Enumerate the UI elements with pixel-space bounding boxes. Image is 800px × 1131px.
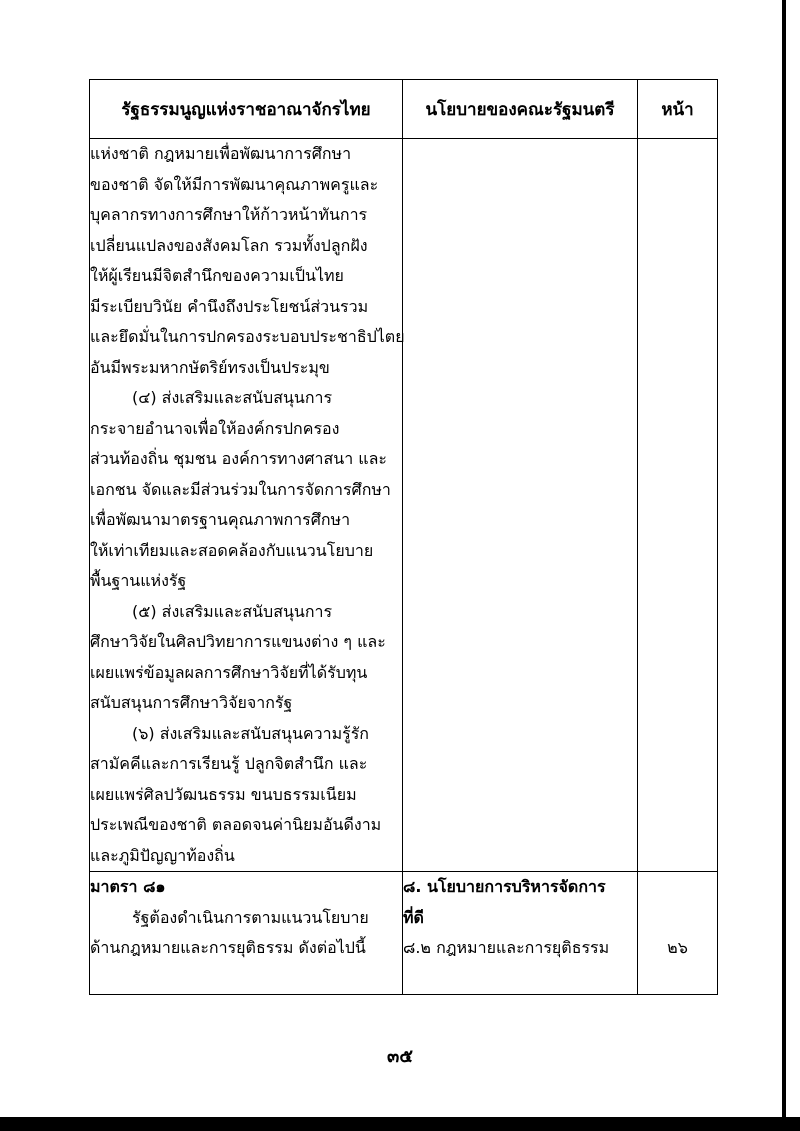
cabinet-policy-cell — [403, 872, 638, 995]
header-cabinet-policy: นโยบายของคณะรัฐมนตรี — [403, 80, 638, 139]
text-line: ประเพณีของชาติ ตลอดจนค่านิยมอันดีงาม — [90, 815, 382, 834]
text-line: ของชาติ จัดให้มีการพัฒนาคุณภาพครูและ — [90, 174, 379, 194]
section-81-heading: มาตรา ๘๑ — [90, 877, 166, 896]
scan-border-right — [782, 0, 786, 1131]
policy-8-heading: ๘. นโยบายการบริหารจัดการ — [403, 877, 606, 896]
text-line: เผยแพร่ศิลปวัฒนธรรม ขนบธรรมเนียม — [90, 784, 357, 804]
page-number: ๓๕ — [387, 1046, 413, 1067]
text-line: สามัคคีและการเรียนรู้ ปลูกจิตสำนึก และ — [90, 754, 368, 773]
text-line: ด้านกฎหมายและการยุติธรรม ดังต่อไปนี้ — [90, 938, 366, 957]
text-line: เผยแพร่ข้อมูลผลการศึกษาวิจัยที่ได้รับทุน — [90, 662, 368, 682]
text-line: ให้เท่าเทียมและสอดคล้องกับแนวนโยบาย — [90, 540, 374, 560]
table-row — [90, 139, 718, 872]
text-line: รัฐต้องดำเนินการตามแนวนโยบาย — [132, 907, 369, 927]
page-ref-cell-empty — [638, 139, 718, 872]
text-line: กระจายอำนาจเพื่อให้องค์กรปกครอง — [90, 418, 340, 438]
text-line: ศึกษาวิจัยในศิลปวิทยาการแขนงต่าง ๆ และ — [90, 632, 386, 651]
scan-border-bottom — [0, 1117, 800, 1131]
text-line: เปลี่ยนแปลงของสังคมโลก รวมทั้งปลูกฝัง — [90, 235, 368, 255]
text-line: เพื่อพัฒนามาตรฐานคุณภาพการศึกษา — [90, 510, 351, 529]
text-line: พื้นฐานแห่งรัฐ — [90, 571, 187, 590]
text-line: ให้ผู้เรียนมีจิตสำนึกของความเป็นไทย — [90, 266, 344, 285]
table-row — [90, 872, 718, 995]
clause-6-heading: (๖) ส่งเสริมและสนับสนุนความรู้รัก — [132, 723, 369, 743]
page-ref-value: ๒๖ — [667, 938, 688, 957]
header-constitution: รัฐธรรมนูญแห่งราชอาณาจักรไทย — [90, 80, 403, 139]
constitution-text-cell — [90, 872, 403, 995]
text-line: และยึดมั่นในการปกครองระบอบประชาธิปไตย — [90, 327, 405, 346]
text-line: เอกชน จัดและมีส่วนร่วมในการจัดการศึกษา — [90, 479, 391, 499]
cabinet-policy-cell-empty — [403, 139, 638, 872]
text-line: สนับสนุนการศึกษาวิจัยจากรัฐ — [90, 693, 293, 712]
text-line: แห่งชาติ กฎหมายเพื่อพัฒนาการศึกษา — [90, 144, 352, 163]
policy-8-2-item: ๘.๒ กฎหมายและการยุติธรรม — [403, 938, 610, 957]
text-line: บุคลากรทางการศึกษาให้ก้าวหน้าทันการ — [90, 205, 368, 224]
text-line: อันมีพระมหากษัตริย์ทรงเป็นประมุข — [90, 357, 330, 377]
clause-5-heading: (๕) ส่งเสริมและสนับสนุนการ — [132, 601, 333, 621]
table-header-row — [90, 80, 718, 139]
text-line: มีระเบียบวินัย คำนึงถึงประโยชน์ส่วนรวม — [90, 296, 369, 316]
policy-8-heading-cont: ที่ดี — [403, 907, 424, 927]
text-line: ส่วนท้องถิ่น ชุมชน องค์การทางศาสนา และ — [90, 449, 388, 468]
page-ref-cell — [638, 872, 718, 995]
comparison-table — [89, 79, 718, 995]
clause-4-heading: (๔) ส่งเสริมและสนับสนุนการ — [132, 388, 333, 407]
header-page: หน้า — [638, 80, 718, 139]
constitution-text-cell — [90, 139, 403, 872]
text-line: และภูมิปัญญาท้องถิ่น — [90, 845, 235, 865]
